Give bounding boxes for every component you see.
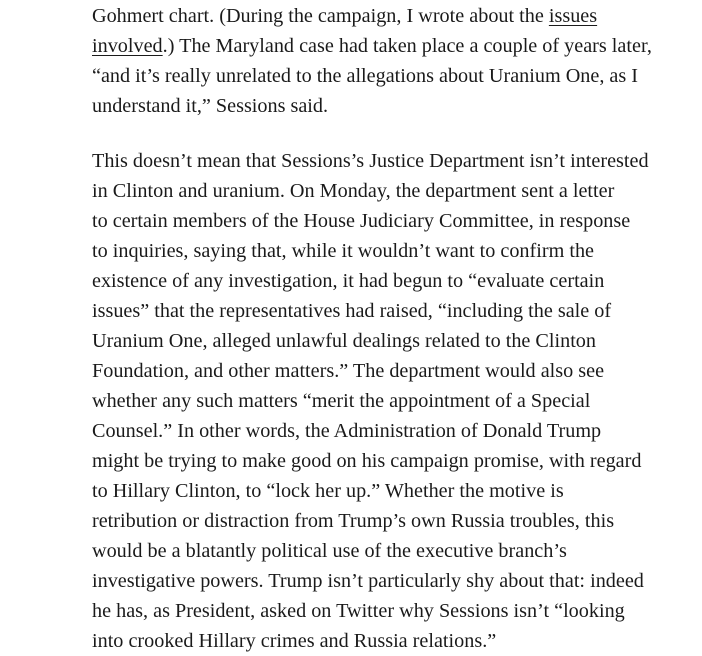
text-line: “and it’s really unrelated to the allegations about Uranium One, as I: [92, 65, 639, 87]
text-line: Counsel.” In other words, the Administration of Donald Trump: [92, 420, 602, 442]
paragraph-2: [92, 146, 692, 656]
issues-involved-link-part-1[interactable]: issues: [548, 5, 598, 27]
text-line: whether any such matters “merit the appointment of a Special: [92, 390, 591, 412]
article-body: [92, 1, 692, 656]
text-line: to certain members of the House Judiciary Committee, in response: [92, 210, 631, 232]
text-line: [92, 31, 692, 61]
text-line: would be a blatantly political use of the executive branch’s: [92, 540, 567, 562]
text-line: understand it,” Sessions said.: [92, 95, 329, 117]
text-line: into crooked Hillary crimes and Russia relations.”: [92, 630, 497, 652]
issues-involved-link-part-2[interactable]: involved: [92, 35, 163, 57]
text-line: to Hillary Clinton, to “lock her up.” Whether the motive is: [92, 480, 564, 502]
text-line: This doesn’t mean that Sessions’s Justice Department isn’t interested: [92, 150, 649, 172]
text-line: issues” that the representatives had raised, “including the sale of: [92, 300, 612, 322]
text-line: he has, as President, asked on Twitter why Sessions isn’t “looking: [92, 600, 625, 622]
text-segment: .) The Maryland case had taken place a couple of years later,: [162, 35, 652, 57]
paragraph-1: [92, 1, 692, 121]
text-line: Foundation, and other matters.” The department would also see: [92, 360, 605, 382]
text-line: existence of any investigation, it had begun to “evaluate certain: [92, 270, 605, 292]
text-line: might be trying to make good on his campaign promise, with regard: [92, 450, 642, 472]
text-line: Uranium One, alleged unlawful dealings related to the Clinton: [92, 330, 596, 352]
text-line: to inquiries, saying that, while it wouldn’t want to confirm the: [92, 240, 594, 262]
text-line: investigative powers. Trump isn’t particularly shy about that: indeed: [92, 570, 644, 592]
text-line: in Clinton and uranium. On Monday, the department sent a letter: [92, 180, 615, 202]
text-line: retribution or distraction from Trump’s own Russia troubles, this: [92, 510, 615, 532]
text-segment: Gohmert chart. (During the campaign, I wrote about the: [92, 5, 549, 27]
text-line: [92, 1, 692, 31]
